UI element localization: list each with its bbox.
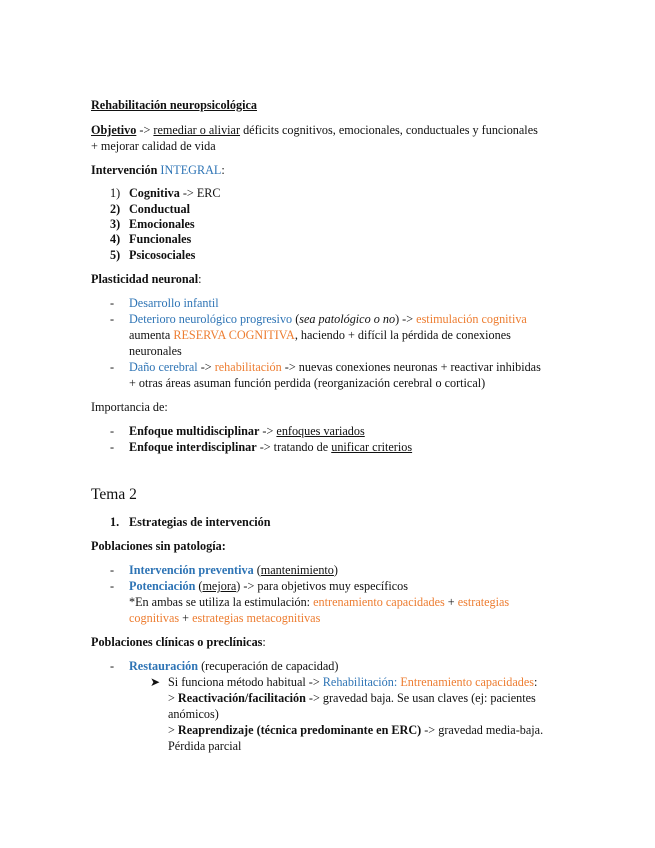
objetivo-label: Objetivo [91,123,137,137]
deterioro-line3: neuronales [129,344,182,358]
preventiva-close: ) [333,563,338,577]
bullet-dash: - [110,659,115,673]
list-item [110,186,221,202]
section-heading [110,515,271,531]
sin-patologia-item-preventiva [129,563,338,579]
importancia-item-interdisciplinar [129,440,412,456]
clinicas-heading [91,635,266,651]
estimulacion-cognitiva: estimulación cognitiva [416,312,527,326]
deterioro-rest: , haciendo + difícil la pérdida de conexiones [294,328,511,342]
list-item-number: 3) [110,217,121,231]
preventiva-paren: ( [253,563,261,577]
tema2-heading: Tema 2 [91,486,137,503]
list-item [110,248,195,264]
entrenamiento-capacidades-2: Entrenamiento capacidades [400,675,534,689]
interdisciplinar-label: Enfoque interdisciplinar [129,440,257,454]
mejora: mejora [202,579,237,593]
arrow-bullet-icon: ➤ [150,675,161,689]
potenciacion-rest: ) -> para objetivos muy específicos [236,579,408,593]
plasticidad-heading [91,272,202,288]
plasticidad-item-desarrollo: Desarrollo infantil [129,296,219,310]
estimulacion-note [129,595,509,611]
list-item-label: Emocionales [129,217,195,231]
plasticidad-item-deterioro [129,312,527,328]
note-text: *En ambas se utiliza la estimulación: [129,595,314,609]
list-item [110,217,195,233]
sub-item-metodo [168,675,537,691]
section-number: 1. [110,515,120,529]
importancia-heading: Importancia de: [91,400,168,414]
bullet-dash: - [110,312,115,326]
reaprendizaje-rest: -> gravedad media-baja. [421,723,544,737]
reaprendizaje-marker: > [168,723,178,737]
reserva-cognitiva: RESERVA COGNITIVA [173,328,295,342]
sin-patologia-heading: Poblaciones sin patología: [91,539,226,553]
sin-patologia-item-potenciacion [129,579,408,595]
interdisciplinar-arrow: -> tratando de [256,440,332,454]
reactivacion-rest: -> gravedad baja. Se usan claves (ej: pacientes [305,691,536,705]
deterioro-paren: ( [292,312,300,326]
cognitivas: cognitivas [129,611,180,625]
intervencion-heading [91,163,225,179]
note-plus-2: + [179,611,193,625]
intervencion-preventiva: Intervención preventiva [129,563,254,577]
importancia-item-multidisciplinar [129,424,365,440]
clinicas-colon: : [262,635,266,649]
note-plus: + [444,595,458,609]
document-title: Rehabilitación neuropsicológica [91,98,258,112]
intervencion-highlight: INTEGRAL [160,163,222,177]
list-item-label: Psicosociales [129,248,196,262]
metodo-habitual: Si funciona método habitual -> [168,675,323,689]
deterioro-italic: sea patológico o no [299,312,396,326]
objetivo-line2: + mejorar calidad de vida [91,139,216,153]
entrenamiento-capacidades: entrenamiento capacidades [313,595,445,609]
multidisciplinar-label: Enfoque multidisciplinar [129,424,260,438]
section-label: Estrategias de intervención [129,515,271,529]
reaprendizaje: Reaprendizaje (técnica predominante en ERC) [177,723,422,737]
bullet-dash: - [110,424,115,438]
rehabilitacion-text: rehabilitación [214,360,282,374]
list-item-number: 5) [110,248,121,262]
dano-cerebral: Daño cerebral [129,360,198,374]
dano-arrow: -> [197,360,215,374]
rehabilitacion-label: Rehabilitación: [322,675,401,689]
bullet-dash: - [110,360,115,374]
deterioro-text: Deterioro neurológico progresivo [129,312,293,326]
clinicas-label: Poblaciones clínicas o preclínicas [91,635,263,649]
reaprendizaje-line [168,723,543,739]
metodo-colon: : [533,675,538,689]
restauracion-rest: (recuperación de capacidad) [198,659,339,673]
list-item [110,232,191,248]
bullet-dash: - [110,563,115,577]
clinicas-item-restauracion [129,659,338,675]
unificar-criterios: unificar criterios [331,440,413,454]
list-item-number: 1) [110,186,121,200]
multidisciplinar-arrow: -> [259,424,277,438]
list-item-number: 4) [110,232,121,246]
list-item-number: 2) [110,202,121,216]
dano-line2: + otras áreas asuman función perdida (reorganización cerebral o cortical) [129,376,486,390]
enfoques-variados: enfoques variados [276,424,365,438]
estimulacion-note-line2 [129,611,320,627]
intervencion-label: Intervención [91,163,161,177]
dano-rest: -> nuevas conexiones neuronas + reactivar inhibidas [281,360,541,374]
list-item-label: Conductual [129,202,190,216]
potenciacion: Potenciación [129,579,196,593]
objetivo-rest: déficits cognitivos, emocionales, conductuales y funcionales [240,123,538,137]
plasticidad-label: Plasticidad neuronal [91,272,199,286]
bullet-dash: - [110,579,115,593]
estrategias-metacognitivas: estrategias metacognitivas [192,611,321,625]
objetivo-line [91,123,538,139]
reactivacion-facilitacion: Reactivación/facilitación [177,691,306,705]
reactivacion-marker: > [168,691,178,705]
mantenimiento: mantenimiento [260,563,334,577]
potenciacion-paren: ( [195,579,203,593]
list-item [110,202,190,218]
deterioro-line2 [129,328,511,344]
list-item-suffix: -> ERC [179,186,221,200]
bullet-dash: - [110,440,115,454]
list-item-label: Cognitiva [129,186,180,200]
objetivo-arrow: -> [136,123,154,137]
deterioro-aumenta: aumenta [129,328,174,342]
list-item-label: Funcionales [129,232,192,246]
reactivacion-line [168,691,536,707]
restauracion: Restauración [129,659,199,673]
bullet-dash: - [110,296,115,310]
objetivo-underlined: remediar o aliviar [153,123,241,137]
reactivacion-line2: anómicos) [168,707,219,721]
plasticidad-colon: : [198,272,202,286]
reaprendizaje-line2: Pérdida parcial [168,739,242,753]
intervencion-colon: : [221,163,225,177]
estrategias: estrategias [457,595,510,609]
deterioro-arrow: ) -> [395,312,417,326]
plasticidad-item-dano [129,360,541,376]
